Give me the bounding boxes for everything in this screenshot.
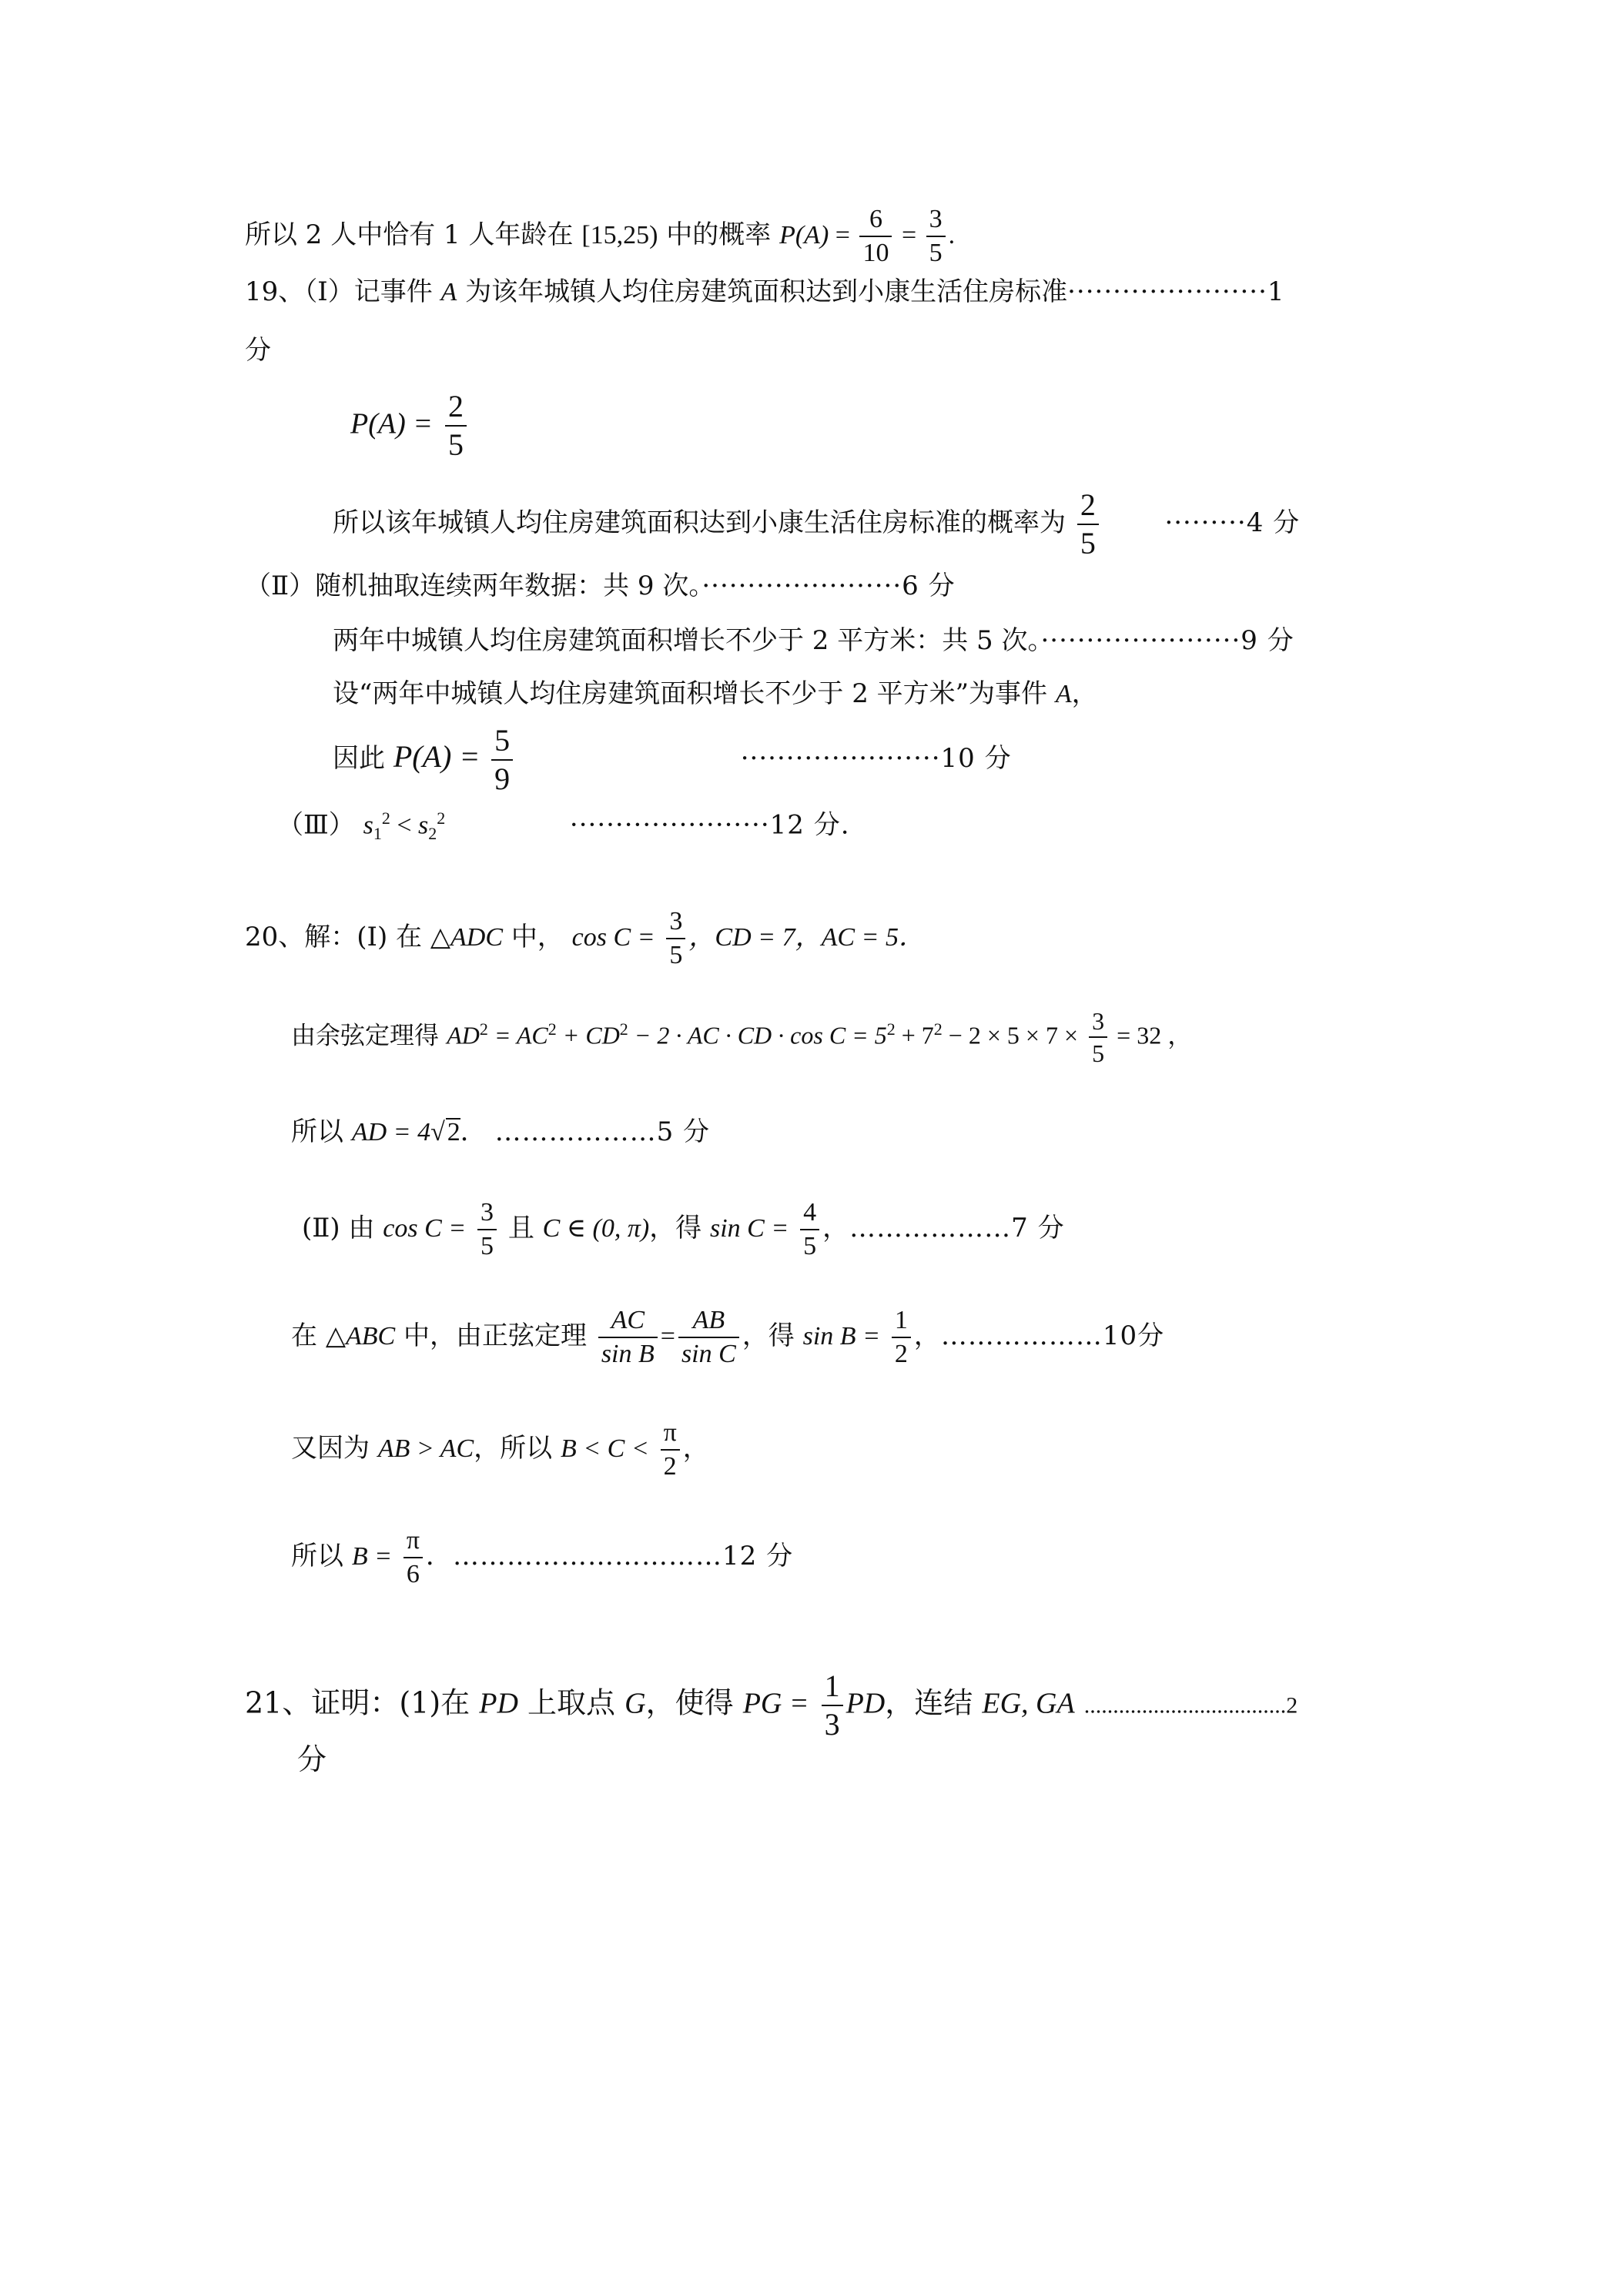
q20-law-of-sines: 在 △ABC 中，由正弦定理 $\frac{AC}{\text{sin B}}$ = $\frac{AB}{\text{sin C}}$ ，得 sin B = $\frac{1}{2}$ ，………………10分 xyxy=(291,1306,1165,1368)
line-probability-two-people: 所以 2 人中恰有 1 人年龄在 [15,25) 中的概率 P(A) = $\frac{6}{10}$ = $\frac{3}{5}$ . xyxy=(245,205,956,267)
q19-conclusion: 所以该年城镇人均住房建筑面积达到小康生活住房标准的概率为 $\frac{2}{5}$ ·········4 分 xyxy=(333,487,1301,561)
fraction-pi-6: $\frac{\pi}{6}$ xyxy=(403,1528,423,1588)
q20-ad-result: 所以 AD = 4√2． ………………5 分 xyxy=(291,1116,711,1147)
q19-score-unit: 分 xyxy=(245,335,271,366)
q20-part1-header: 20、解：(Ⅰ) 在 △ADC 中， cos C = $\frac{3}{5}$ ，CD = 7，AC = 5． xyxy=(245,907,925,969)
fraction-3-5-law: $\frac{3}{5}$ xyxy=(1089,1009,1107,1066)
fraction-1-2: $\frac{1}{2}$ xyxy=(892,1307,911,1367)
q19-part1-header: 19、（Ⅰ）记事件 A 为该年城镇人均住房建筑面积达到小康生活住房标准······················1 xyxy=(245,276,1285,307)
q21-score-unit: 分 xyxy=(297,1742,327,1776)
fraction-2-5: $\frac{2}{5}$ xyxy=(445,391,467,460)
fraction-4-5: $\frac{4}{5}$ xyxy=(800,1200,819,1260)
q19-part3: （Ⅲ） $s_1^2 < s_2^2 \cdot\cdot\cdot\cdot\cdot\cdot\cdot\cdot\cdot\cdot\cdot\cdot\cdot\cdot\cdot\cdot\cdot\cdot\cdot\cdot\cdot\cdot 12$ 分. xyxy=(277,808,850,844)
q19-part2-c: 设“两年中城镇人均住房建筑面积增长不少于 2 平方米”为事件 A， xyxy=(333,678,1098,709)
fraction-5-9: $\frac{5}{9}$ xyxy=(491,725,513,795)
q20-final-b: 所以 B = $\frac{\pi}{6}$ ．…………………………12 分 xyxy=(291,1526,794,1588)
fraction-6-10: $\frac{6}{10}$ xyxy=(859,206,892,266)
q19-part2-d: 因此 P(A) = $\frac{5}{9}$ ······················10 分 xyxy=(333,723,1012,796)
q19-probability-formula: P(A) = $\frac{2}{5}$ xyxy=(350,391,470,460)
fraction-3-5: $\frac{3}{5}$ xyxy=(926,206,946,266)
q21-proof-start: 21、证明：(1)在 PD 上取点 G，使得 PG = $\frac{1}{3}$ PD，连结 EG, GA ...................................2 xyxy=(245,1668,1298,1742)
fraction-pi-2: $\frac{\pi}{2}$ xyxy=(661,1420,680,1480)
fraction-3-5-ii: $\frac{3}{5}$ xyxy=(477,1200,497,1260)
q20-part2-sin-c: (Ⅱ) 由 cos C = $\frac{3}{5}$ 且 C ∈ (0, π)，得 sin C = $\frac{4}{5}$ ，………………7 分 xyxy=(302,1198,1065,1260)
fraction-ab-sinc: $\frac{AB}{\text{sin C}}$ xyxy=(678,1307,739,1367)
fraction-2-5-conclusion: $\frac{2}{5}$ xyxy=(1077,490,1099,559)
q20-law-of-cosines: 由余弦定理得 $AD^2 = AC^2 + CD^2 - 2$ · AC · CD · $\cos C = 5^2 + 7^2 - 2 \times 5 \times 7$ × $\frac{3}{5}$ = 32 ， xyxy=(291,1007,1193,1067)
q19-part2-b: 两年中城镇人均住房建筑面积增长不少于 2 平方米：共 5 次。······················9 分 xyxy=(333,625,1294,656)
fraction-3-5-cos: $\frac{3}{5}$ xyxy=(666,909,685,969)
q19-part2-a: （Ⅱ）随机抽取连续两年数据：共 9 次。······················6 分 xyxy=(245,571,956,601)
fraction-ac-sinb: $\frac{AC}{\text{sin B}}$ xyxy=(598,1307,658,1367)
q20-angle-comparison: 又因为 AB > AC，所以 B < C < $\frac{\pi}{2}$ ， xyxy=(291,1418,709,1481)
fraction-1-3: $\frac{1}{3}$ xyxy=(822,1671,843,1740)
